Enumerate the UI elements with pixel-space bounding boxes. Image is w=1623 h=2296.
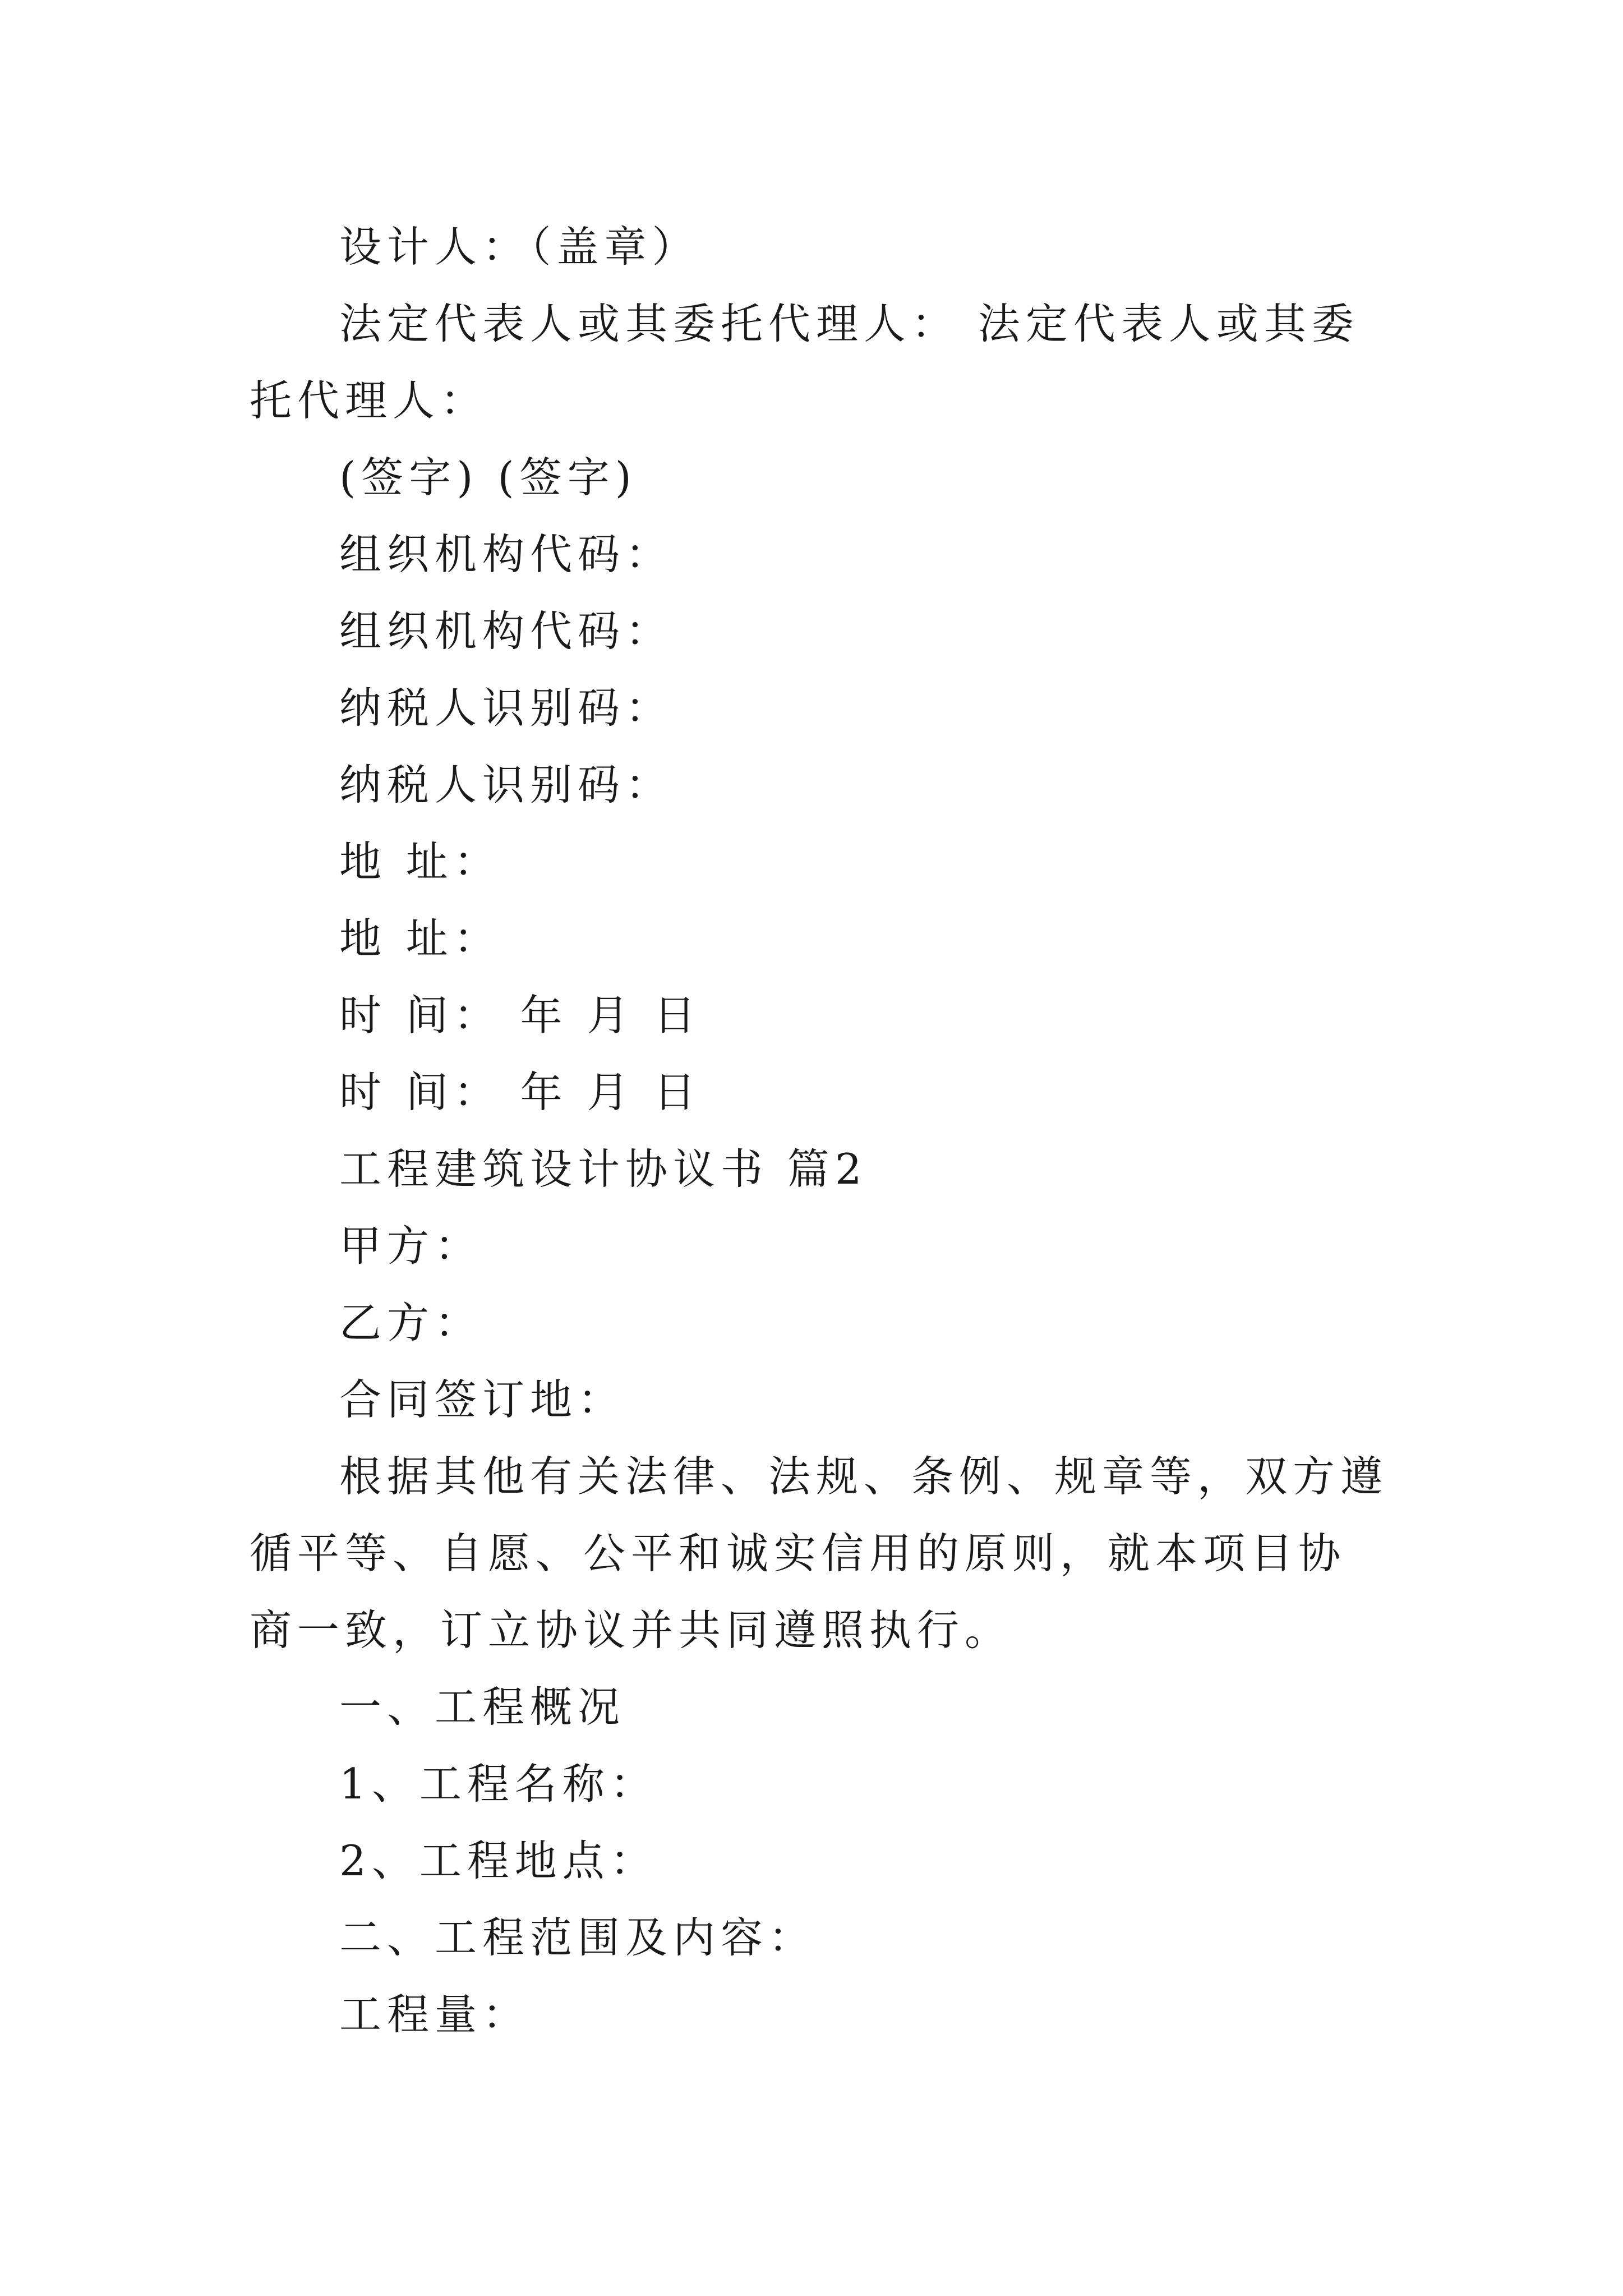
legal-representative-line: 法定代表人或其委托代理人： 法定代表人或其委托代理人： — [250, 299, 1359, 425]
project-name-line: 1、工程名称： — [339, 1759, 658, 1809]
taxpayer-id-line: 纳税人识别码： — [339, 683, 674, 733]
taxpayer-id-line: 纳税人识别码： — [339, 760, 674, 809]
signature-line: (签字) (签字) — [339, 453, 637, 502]
org-code-line: 组织机构代码： — [339, 530, 674, 579]
quantity-line: 工程量： — [339, 1990, 531, 2039]
party-b-line: 乙方： — [339, 1298, 483, 1347]
heading-project-scope: 二、工程范围及内容： — [339, 1913, 817, 1962]
org-code-line: 组织机构代码： — [339, 606, 674, 656]
address-line: 地 址： — [339, 837, 501, 886]
date-line: 时 间： 年 月 日 — [339, 1068, 702, 1117]
date-line: 时 间： 年 月 日 — [339, 991, 702, 1040]
party-a-line: 甲方： — [339, 1221, 483, 1271]
heading-project-overview: 一、工程概况 — [339, 1682, 626, 1732]
designer-seal-line: 设计人：（盖章） — [339, 222, 700, 272]
preamble-paragraph: 根据其他有关法律、法规、条例、规章等，双方遵循平等、自愿、公平和诚实信用的原则，就本项目协商一致，订立协议并共同遵照执行。 — [250, 1452, 1389, 1655]
project-location-line: 2、工程地点： — [339, 1836, 658, 1885]
document-body — [250, 209, 1388, 2053]
address-line: 地 址： — [339, 914, 501, 963]
section-title: 工程建筑设计协议书 篇2 — [339, 1144, 868, 1194]
signing-place-line: 合同签订地： — [339, 1375, 626, 1424]
